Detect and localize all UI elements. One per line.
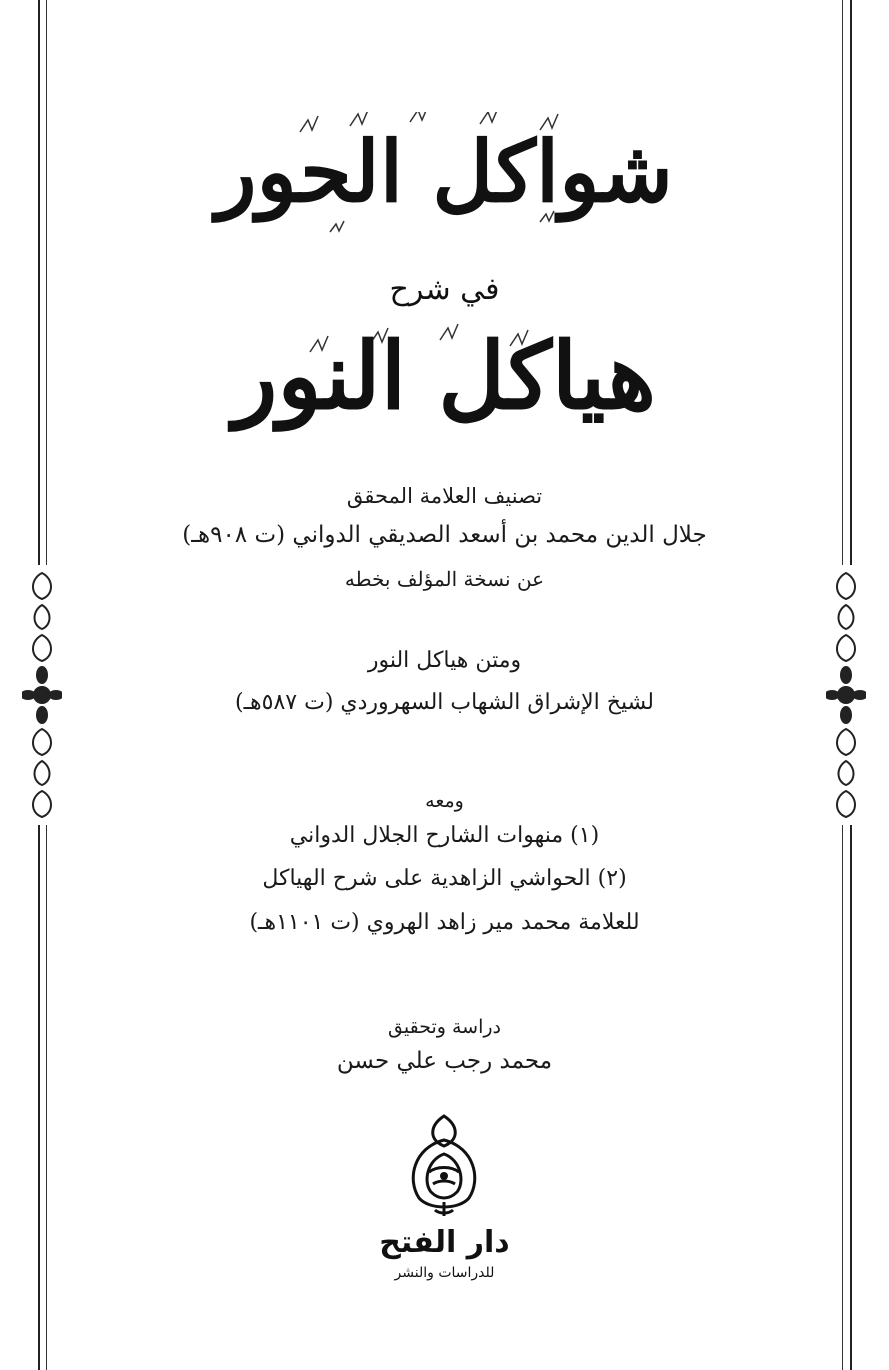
publisher-logo-icon: [399, 1110, 489, 1220]
left-floral-ornament-icon: [22, 565, 62, 825]
with-text-label: ومتن هياكل النور: [367, 648, 522, 673]
book-title-line-1: شواكل الحور: [215, 122, 674, 221]
study-label: دراسة وتحقيق: [388, 1016, 501, 1038]
publisher-tagline: للدراسات والنشر: [394, 1265, 495, 1281]
author-label: تصنيف العلامة المحقق: [346, 484, 543, 508]
list-item: (١) منهوات الشارح الجلال الدواني: [289, 823, 600, 848]
right-floral-ornament-icon: [826, 565, 866, 825]
list-item: (٢) الحواشي الزاهدية على شرح الهياكل: [262, 866, 627, 891]
source-note: عن نسخة المؤلف بخطه: [344, 567, 545, 591]
publisher-name: دار الفتح: [379, 1225, 510, 1260]
author-name: جلال الدين محمد بن أسعد الصديقي الدواني (ت ٩٠٨هـ): [182, 522, 707, 548]
shaykh-name: لشيخ الإشراق الشهاب السهروردي (ت ٥٨٧هـ): [235, 690, 654, 715]
book-title-line-2: في شرح: [389, 272, 500, 307]
editor-name: محمد رجب علي حسن: [336, 1048, 553, 1074]
book-title-line-3: هياكل النور: [232, 322, 657, 430]
list-item: للعلامة محمد مير زاهد الهروي (ت ١١٠١هـ): [249, 910, 640, 935]
and-with-label: ومعه: [425, 790, 464, 812]
